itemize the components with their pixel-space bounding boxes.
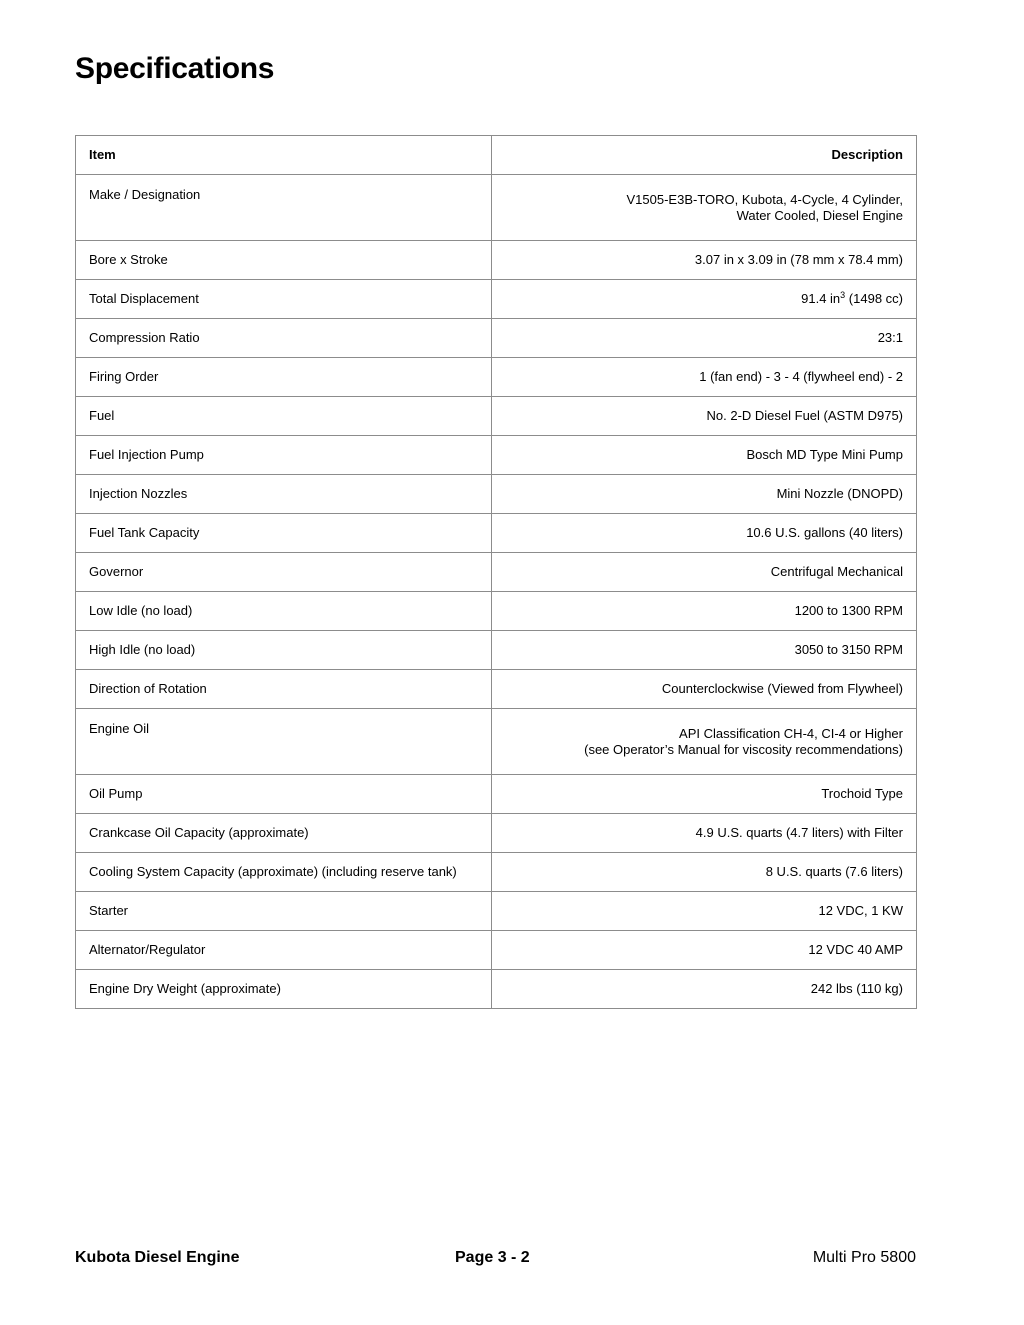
footer-section-title: Kubota Diesel Engine: [75, 1249, 240, 1266]
spec-item-cell: Low Idle (no load): [76, 592, 492, 631]
description-text: Trochoid Type: [821, 786, 903, 801]
page-title: Specifications: [75, 52, 275, 85]
description-text: 12 VDC, 1 KW: [818, 903, 903, 918]
spec-description-cell: [492, 397, 917, 436]
spec-description-cell: [492, 553, 917, 592]
table-row: [76, 241, 917, 280]
description-line: [505, 642, 903, 658]
description-line: [505, 742, 903, 758]
description-suffix: (1498 cc): [845, 291, 903, 306]
table-row: [76, 514, 917, 553]
spec-item-cell: Engine Oil: [76, 709, 492, 775]
description-text: 3050 to 3150 RPM: [794, 642, 903, 657]
description-line: [505, 408, 903, 424]
spec-item-cell: Alternator/Regulator: [76, 931, 492, 970]
spec-item-cell: Fuel Injection Pump: [76, 436, 492, 475]
spec-item-cell: Make / Designation: [76, 175, 492, 241]
table-row: [76, 814, 917, 853]
table-row: [76, 853, 917, 892]
table-row: [76, 319, 917, 358]
footer-product-name: Multi Pro 5800: [812, 1249, 916, 1266]
description-text: Bosch MD Type Mini Pump: [746, 447, 903, 462]
specifications-table: [75, 135, 917, 1009]
description-line: [505, 942, 903, 958]
spec-description-cell: [492, 319, 917, 358]
description-line: [505, 192, 903, 208]
description-line: [505, 864, 903, 880]
table-row: [76, 709, 917, 775]
description-text: Centrifugal Mechanical: [770, 564, 903, 579]
spec-description-cell: [492, 280, 917, 319]
description-text: Water Cooled, Diesel Engine: [736, 207, 903, 223]
table-row: [76, 475, 917, 514]
spec-description-cell: [492, 514, 917, 553]
table-row: [76, 358, 917, 397]
description-text: No. 2-D Diesel Fuel (ASTM D975): [706, 408, 903, 423]
description-line: [505, 981, 903, 997]
description-text: (see Operator’s Manual for viscosity recommendations): [584, 741, 903, 757]
table-row: [76, 775, 917, 814]
description-text: 12 VDC 40 AMP: [808, 942, 903, 957]
spec-item-cell: Injection Nozzles: [76, 475, 492, 514]
description-text: 1200 to 1300 RPM: [794, 603, 903, 618]
description-line: [505, 564, 903, 580]
description-line: [505, 903, 903, 919]
description-line: [505, 681, 903, 697]
description-text: 1 (fan end) - 3 - 4 (flywheel end) - 2: [699, 369, 903, 384]
description-line: [505, 330, 903, 346]
spec-description-cell: [492, 709, 917, 775]
spec-description-cell: [492, 892, 917, 931]
description-text: V1505-E3B-TORO, Kubota, 4-Cycle, 4 Cylinder,: [626, 191, 903, 207]
description-text: 23:1: [877, 330, 903, 345]
spec-item-cell: Direction of Rotation: [76, 670, 492, 709]
spec-item-cell: Oil Pump: [76, 775, 492, 814]
spec-description-cell: [492, 970, 917, 1009]
description-text: Mini Nozzle (DNOPD): [776, 486, 903, 501]
table-body: [76, 175, 917, 1009]
table-row: [76, 670, 917, 709]
spec-item-cell: Governor: [76, 553, 492, 592]
description-text: 242 lbs (110 kg): [810, 981, 903, 996]
description-column-header: Description: [492, 136, 917, 175]
spec-description-cell: [492, 241, 917, 280]
spec-description-cell: [492, 592, 917, 631]
spec-item-cell: Starter: [76, 892, 492, 931]
description-line: [505, 825, 903, 841]
description-line: [505, 525, 903, 541]
superscript-exponent: 3: [840, 290, 846, 300]
spec-item-cell: Compression Ratio: [76, 319, 492, 358]
spec-description-cell: [492, 853, 917, 892]
description-text: 4.9 U.S. quarts (4.7 liters) with Filter: [695, 825, 903, 840]
spec-item-cell: Engine Dry Weight (approximate): [76, 970, 492, 1009]
table-row: [76, 436, 917, 475]
description-line: [505, 447, 903, 463]
spec-item-cell: Bore x Stroke: [76, 241, 492, 280]
spec-item-cell: Firing Order: [76, 358, 492, 397]
spec-description-cell: [492, 670, 917, 709]
description-line: [505, 252, 903, 268]
table-row: [76, 892, 917, 931]
item-column-header: Item: [76, 136, 492, 175]
table-row: [76, 175, 917, 241]
spec-item-cell: Fuel Tank Capacity: [76, 514, 492, 553]
table-row: [76, 280, 917, 319]
spec-description-cell: [492, 931, 917, 970]
description-line: [505, 369, 903, 385]
spec-description-cell: [492, 775, 917, 814]
table-row: [76, 970, 917, 1009]
description-line: [505, 291, 903, 307]
spec-item-cell: Cooling System Capacity (approximate) (including reserve tank): [76, 853, 492, 892]
spec-description-cell: [492, 475, 917, 514]
table-header-row: [76, 136, 917, 175]
table-row: [76, 397, 917, 436]
table-row: [76, 631, 917, 670]
footer-page-number: Page 3 - 2: [455, 1249, 530, 1266]
spec-description-cell: [492, 358, 917, 397]
description-text: API Classification CH-4, CI-4 or Higher: [679, 725, 903, 741]
description-line: [505, 603, 903, 619]
spec-item-cell: High Idle (no load): [76, 631, 492, 670]
description-text: 91.4 in: [801, 291, 841, 306]
description-text: Counterclockwise (Viewed from Flywheel): [661, 681, 903, 696]
description-text: 3.07 in x 3.09 in (78 mm x 78.4 mm): [694, 252, 903, 267]
spec-description-cell: [492, 436, 917, 475]
spec-description-cell: [492, 814, 917, 853]
spec-item-cell: Crankcase Oil Capacity (approximate): [76, 814, 492, 853]
table-row: [76, 553, 917, 592]
description-line: [505, 208, 903, 224]
spec-item-cell: Total Displacement: [76, 280, 492, 319]
table-row: [76, 592, 917, 631]
description-text: 8 U.S. quarts (7.6 liters): [765, 864, 903, 879]
spec-description-cell: [492, 175, 917, 241]
description-line: [505, 726, 903, 742]
spec-description-cell: [492, 631, 917, 670]
description-line: [505, 786, 903, 802]
description-line: [505, 486, 903, 502]
spec-item-cell: Fuel: [76, 397, 492, 436]
table-row: [76, 931, 917, 970]
description-text: 10.6 U.S. gallons (40 liters): [746, 525, 903, 540]
